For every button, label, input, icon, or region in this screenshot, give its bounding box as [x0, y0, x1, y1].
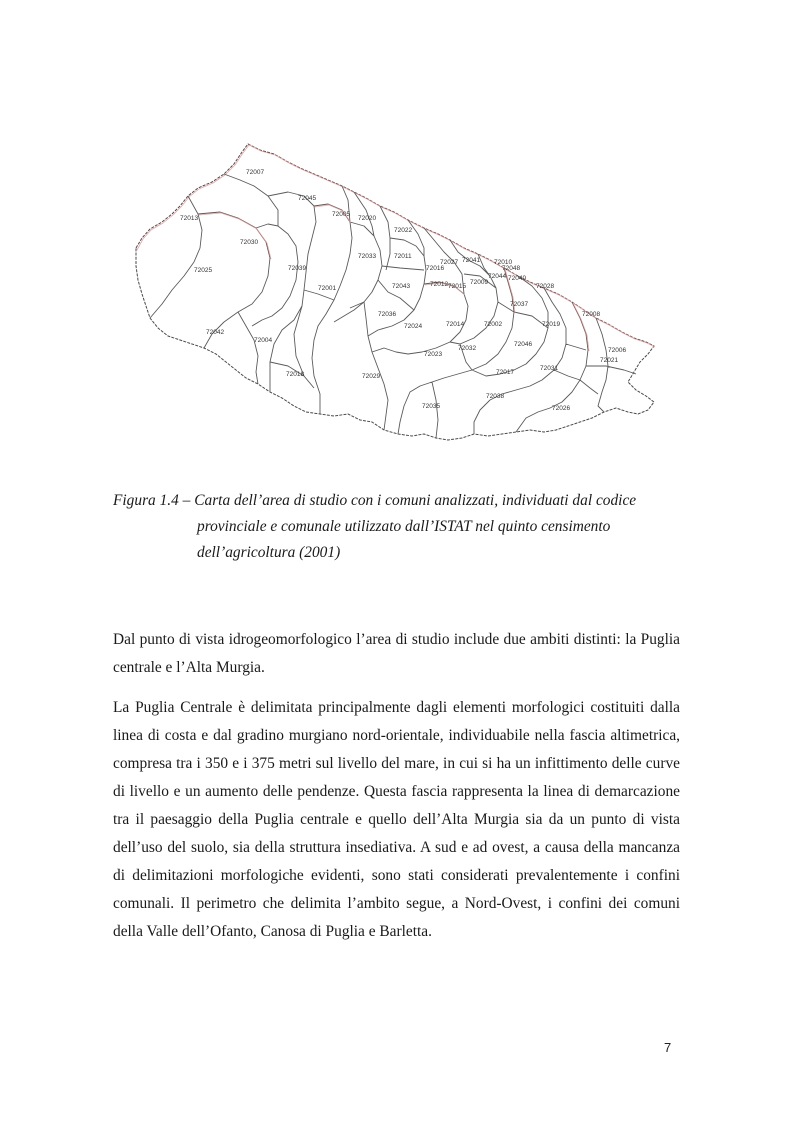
caption-line-3: dell’agricoltura (2001) — [197, 544, 341, 561]
code-label: 72032 — [458, 345, 477, 352]
caption-line-1: Figura 1.4 – Carta dell’area di studio con i comuni analizzati, individuati dal codice — [113, 492, 637, 509]
code-label: 72043 — [392, 283, 411, 290]
code-label: 72004 — [254, 337, 273, 344]
code-label: 72010 — [494, 259, 513, 266]
code-label: 72028 — [536, 283, 555, 290]
code-label: 72016 — [426, 265, 445, 272]
figure-caption — [113, 488, 683, 566]
code-label: 72029 — [362, 373, 381, 380]
code-label: 72041 — [462, 257, 481, 264]
code-label: 72008 — [582, 311, 601, 318]
study-area-outline — [136, 144, 654, 440]
code-label: 72040 — [508, 275, 527, 282]
code-label: 72011 — [394, 253, 412, 260]
code-label: 72025 — [194, 267, 213, 274]
code-label: 72009 — [470, 279, 489, 286]
code-label: 72006 — [608, 347, 627, 354]
code-label: 72012 — [430, 281, 449, 288]
code-label: 72018 — [286, 371, 305, 378]
code-label: 72013 — [180, 215, 199, 222]
study-area-map — [128, 130, 668, 448]
code-label: 72017 — [496, 369, 515, 376]
code-label: 72014 — [446, 321, 465, 328]
code-label: 72045 — [298, 195, 317, 202]
body-paragraph-1: Dal punto di vista idrogeomorfologico l’area di studio include due ambiti distinti: la Puglia centrale e l’Alta Murgia. — [113, 631, 680, 676]
code-label: 72020 — [358, 215, 377, 222]
code-label: 72026 — [552, 405, 571, 412]
code-label: 72037 — [510, 301, 529, 308]
code-label: 72048 — [502, 265, 521, 272]
code-label: 72002 — [484, 321, 503, 328]
code-label: 72015 — [448, 283, 467, 290]
code-label: 72035 — [422, 403, 441, 410]
code-label: 72031 — [540, 365, 559, 372]
body-paragraph-2: La Puglia Centrale è delimitata principalmente dagli elementi morfologici costituiti dalla linea di costa e dal gradino murgiano nord-orientale, individuabile nella fascia altimetrica, compresa tra i 350 e i 375 metri sul livello del mare, in cui si ha un infittimento delle curve di livello e un aumento delle pendenze. Questa fascia rappresenta la linea di demarcazione tra il paesaggio della Puglia centrale e quello dell’Alta Murgia sia da un punto di vista dell’uso del suolo, sia della struttura insediativa. A sud e ad ovest, a causa della mancanza di delimitazioni morfologiche evidenti, sono stati considerati prevalentemente i confini comunali. Il perimetro che delimita l’ambito segue, a Nord-Ovest, i confini dei comuni della Valle dell’Ofanto, Canosa di Puglia e Barletta. — [113, 699, 680, 940]
code-label: 72027 — [440, 259, 459, 266]
code-label: 72024 — [404, 323, 423, 330]
code-label: 72044 — [488, 273, 507, 280]
code-label: 72001 — [318, 285, 337, 292]
caption-line-2: provinciale e comunale utilizzato dall’ISTAT nel quinto censimento — [197, 518, 611, 535]
code-label: 72046 — [514, 341, 533, 348]
code-label: 72005 — [332, 211, 351, 218]
code-label: 72038 — [486, 393, 505, 400]
page-number: 7 — [664, 1040, 672, 1055]
code-label: 72023 — [424, 351, 443, 358]
code-label: 72033 — [358, 253, 377, 260]
code-label: 72022 — [394, 227, 413, 234]
municipalities-map-svg — [128, 130, 668, 448]
code-label: 72030 — [240, 239, 259, 246]
code-label: 72007 — [246, 169, 265, 176]
code-label: 72019 — [542, 321, 561, 328]
code-label: 72036 — [378, 311, 397, 318]
code-label: 72042 — [206, 329, 225, 336]
code-label: 72039 — [288, 265, 307, 272]
code-label: 72021 — [600, 357, 619, 364]
